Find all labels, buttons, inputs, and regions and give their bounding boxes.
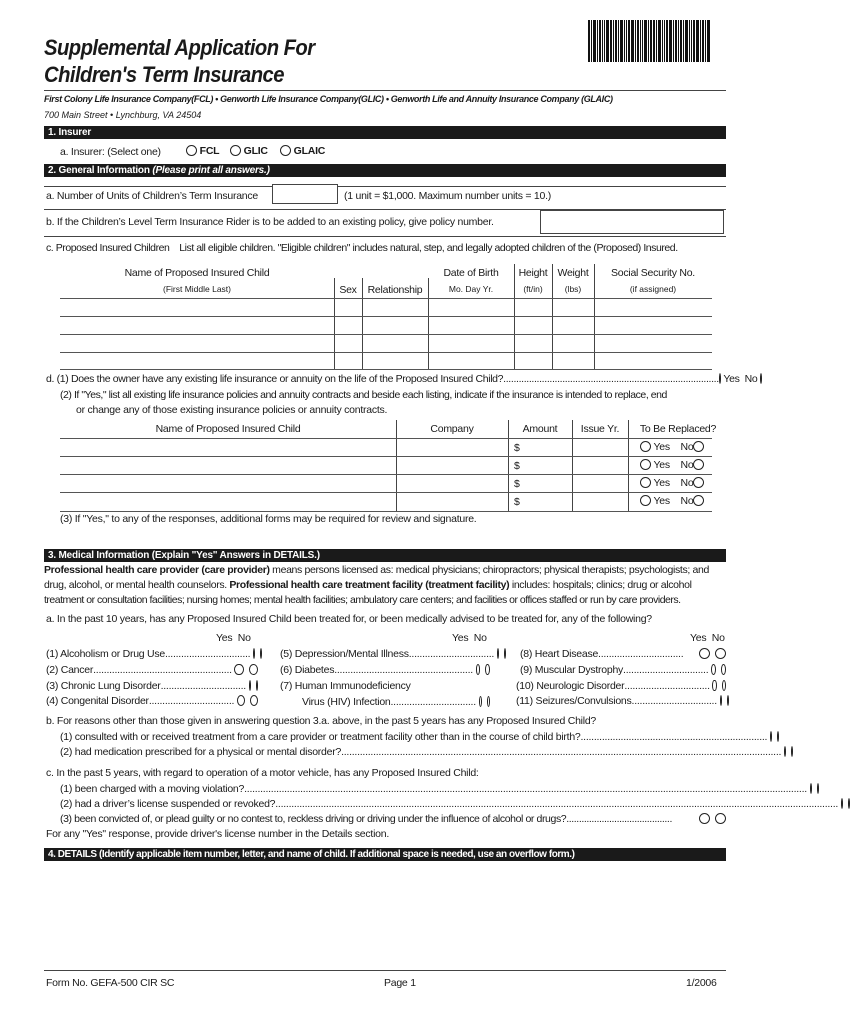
no-radio[interactable] [721, 664, 726, 675]
amount-dollar: $ [514, 478, 520, 490]
yes-radio[interactable] [234, 664, 243, 675]
yes-radio[interactable] [712, 680, 716, 691]
medical-question-b: b. For reasons other than those given in answering question 3.a. above, in the past 5 years has any Proposed Insured Child? [46, 715, 597, 727]
insurer-option-fcl[interactable]: FCL [186, 145, 219, 157]
yes-radio[interactable] [784, 746, 786, 757]
question-b1: (1) consulted with or received treatment from a care provider or treatment facility other than in the course of child birth? ...................................................................... [60, 731, 726, 743]
section-1-header: 1. Insurer [44, 126, 726, 139]
no-radio[interactable] [727, 695, 729, 706]
drivers-license-note: For any "Yes" response, provide driver's license number in the Details section. [46, 828, 389, 840]
yes-radio[interactable] [237, 695, 245, 706]
details-textarea[interactable] [44, 864, 726, 964]
existing-name-header: Name of Proposed Insured Child [155, 423, 301, 435]
condition-item: (11) Seizures/Convulsions ................................ [516, 695, 726, 707]
policy-number-input[interactable] [540, 210, 724, 234]
amount-dollar: $ [514, 460, 520, 472]
replace-choice: Yes No [640, 477, 704, 489]
no-radio[interactable] [715, 648, 726, 659]
child-row[interactable] [60, 369, 712, 370]
weight-header: Weight [557, 267, 589, 279]
sex-header: Sex [339, 284, 357, 296]
yes-radio[interactable] [699, 813, 710, 824]
replaced-header: To Be Replaced? [639, 423, 717, 435]
no-radio[interactable] [715, 813, 726, 824]
condition-item: (3) Chronic Lung Disorder ................................ [46, 680, 258, 692]
condition-item: (7) Human Immunodeficiency [280, 680, 411, 692]
question-b2: (2) had medication prescribed for a physical or mental disorder? ..................................................................................................................................................................... [60, 746, 726, 758]
condition-item: (2) Cancer .................................................... [46, 664, 258, 676]
form-date: 1/2006 [686, 977, 717, 989]
yes-radio[interactable] [253, 648, 255, 659]
relationship-header: Relationship [367, 284, 423, 296]
child-name-subheader: (First Middle Last) [162, 284, 231, 294]
question-c1: (1) been charged with a moving violation? ................................................................................................................................................................................................................... [60, 783, 726, 795]
col3-yes-no: Yes No [690, 632, 725, 644]
no-radio[interactable] [817, 783, 819, 794]
question-c3: (3) been convicted of, or plead guilty or no contest to, reckless driving or driving under the influence of alcohol or drugs? .......................................... [60, 813, 726, 825]
rule [44, 186, 726, 187]
child-name-header: Name of Proposed Insured Child [124, 267, 270, 279]
barcode-image [588, 20, 742, 62]
condition-item: Virus (HIV) Infection ................................ [302, 696, 490, 708]
ssn-subheader: (if assigned) [629, 284, 677, 294]
replace-choice: Yes No [640, 441, 704, 453]
existing-insurance-question: d. (1) Does the owner have any existing life insurance or annuity on the life of the Proposed Insured Child? .................................................................................... Yes No [46, 373, 726, 385]
condition-item: (9) Muscular Dystrophy ................................ [520, 664, 726, 676]
header-rule [44, 90, 726, 91]
existing-list-instruction-cont: or change any of those existing insurance policies or annuity contracts. [76, 404, 388, 416]
yes-radio[interactable] [810, 783, 812, 794]
yes-radio[interactable] [770, 731, 772, 742]
insurer-option-glaic[interactable]: GLAIC [280, 145, 325, 157]
replace-yes-radio[interactable] [640, 441, 651, 452]
fcl-radio[interactable] [186, 145, 197, 156]
no-radio[interactable] [777, 731, 779, 742]
replace-choice: Yes No [640, 495, 704, 507]
glaic-radio[interactable] [280, 145, 291, 156]
child-row[interactable] [60, 298, 712, 299]
rider-label: b. If the Children’s Level Term Insurance Rider is to be added to an existing policy, give policy number. [46, 216, 494, 228]
section-3-header: 3. Medical Information (Explain "Yes" Answers in DETAILS.) [44, 549, 726, 562]
proposed-children-label: c. Proposed Insured Children List all eligible children. "Eligible children" includes natural, step, and legally adopted children of the (Proposed) Insured. [46, 242, 678, 254]
no-radio[interactable] [249, 664, 258, 675]
yes-radio[interactable] [841, 798, 843, 809]
no-radio[interactable] [791, 746, 793, 757]
issue-year-header: Issue Yr. [580, 423, 620, 435]
dob-subheader: Mo. Day Yr. [448, 284, 494, 294]
company-header: Company [430, 423, 474, 435]
yes-radio[interactable] [699, 648, 710, 659]
col2-yes-no: Yes No [452, 632, 487, 644]
glic-radio[interactable] [230, 145, 241, 156]
yes-radio[interactable] [720, 695, 722, 706]
no-radio[interactable] [250, 695, 258, 706]
units-note: (1 unit = $1,000. Maximum number units = 10.) [344, 190, 552, 202]
insurer-label: a. Insurer: (Select one) [60, 146, 161, 158]
condition-item: (10) Neurologic Disorder ................................ [516, 680, 726, 692]
no-radio[interactable] [260, 648, 262, 659]
units-input[interactable] [272, 184, 338, 204]
child-row[interactable] [60, 316, 712, 317]
units-label: a. Number of Units of Children’s Term Insurance [46, 190, 258, 202]
yes-radio[interactable] [476, 664, 481, 675]
section-2-header: 2. General Information (Please print all answers.) [44, 164, 726, 177]
condition-item: (8) Heart Disease ................................ [520, 648, 726, 660]
condition-item: (5) Depression/Mental Illness ................................ [280, 648, 490, 660]
yes-radio[interactable] [479, 696, 482, 707]
yes-radio[interactable] [711, 664, 716, 675]
existing-list-instruction: (2) If "Yes," list all existing life insurance policies and annuity contracts and beside each listing, indicate if the insurance is intended to replace, end [60, 389, 667, 401]
weight-subheader: (lbs) [564, 284, 582, 294]
child-row[interactable] [60, 334, 712, 335]
col1-yes-no: Yes No [216, 632, 251, 644]
rule [44, 236, 726, 237]
ssn-header: Social Security No. [611, 267, 695, 279]
no-radio[interactable] [504, 648, 506, 659]
condition-item: (6) Diabetes .................................................... [280, 664, 490, 676]
yes-radio[interactable] [249, 680, 251, 691]
child-row[interactable] [60, 352, 712, 353]
amount-dollar: $ [514, 496, 520, 508]
replace-yes-radio[interactable] [640, 495, 651, 506]
existing-no-radio[interactable] [760, 373, 762, 384]
medical-question-a: a. In the past 10 years, has any Proposed Insured Child been treated for, or been medically advised to be treated for, any of the following? [46, 613, 652, 625]
existing-yes-radio[interactable] [719, 373, 721, 384]
amount-header: Amount [522, 423, 558, 435]
no-radio[interactable] [256, 680, 258, 691]
dob-header: Date of Birth [443, 267, 499, 279]
no-radio[interactable] [722, 680, 726, 691]
form-title: Supplemental Application For Children's Term Insurance [44, 35, 315, 87]
amount-dollar: $ [514, 442, 520, 454]
replace-no-radio[interactable] [693, 459, 704, 470]
care-provider-definition: Professional health care provider (care provider) means persons licensed as: medical physicians; chiropractors; physical therapists; psychologists; and drug, alcohol, or mental health counselors. Professional health care treatment facility (treatment facility) includes: hospitals; clinics; drug or alcohol treatment or consultation facilities; nursing homes; mental health facilities; ambulatory care centers; and facilities or offices staffed or run by care providers. [44, 564, 709, 606]
no-radio[interactable] [485, 664, 490, 675]
condition-item: (1) Alcoholism or Drug Use ................................ [46, 648, 258, 660]
replace-yes-radio[interactable] [640, 477, 651, 488]
form-number: Form No. GEFA-500 CIR SC [46, 977, 175, 989]
replace-yes-radio[interactable] [640, 459, 651, 470]
question-c2: (2) had a driver’s license suspended or revoked? ................................................................................................................................................................................................................... [60, 798, 726, 810]
insurer-option-glic[interactable]: GLIC [230, 145, 268, 157]
replace-no-radio[interactable] [693, 441, 704, 452]
section-4-header: 4. DETAILS (Identify applicable item number, letter, and name of child. If additional space is needed, use an overflow form.) [44, 848, 726, 861]
replace-choice: Yes No [640, 459, 704, 471]
condition-item: (4) Congenital Disorder ................................ [46, 695, 258, 707]
company-address: 700 Main Street • Lynchburg, VA 24504 [44, 110, 202, 120]
replace-no-radio[interactable] [693, 477, 704, 488]
no-radio[interactable] [487, 696, 490, 707]
company-list: First Colony Life Insurance Company(FCL) • Genworth Life Insurance Company(GLIC) • Genworth Life and Annuity Insurance Company (GLAIC) [44, 94, 613, 104]
replace-no-radio[interactable] [693, 495, 704, 506]
height-header: Height [518, 267, 548, 279]
footer-rule [44, 970, 726, 971]
page-number: Page 1 [384, 977, 416, 989]
additional-forms-note: (3) If "Yes," to any of the responses, additional forms may be required for review and signature. [60, 513, 477, 525]
medical-question-c: c. In the past 5 years, with regard to operation of a motor vehicle, has any Proposed Insured Child: [46, 767, 479, 779]
height-subheader: (ft/in) [523, 284, 543, 294]
yes-radio[interactable] [497, 648, 499, 659]
